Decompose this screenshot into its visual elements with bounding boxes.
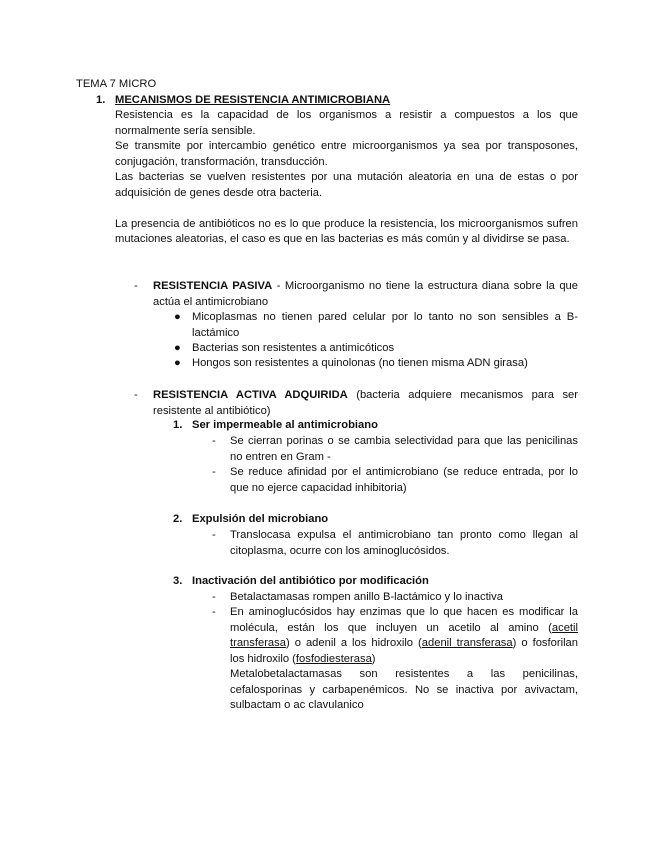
activa-dash: - <box>134 389 138 401</box>
fosfodiesterasa-term: fosfodiesterasa <box>295 652 372 665</box>
section1-para2: Se transmite por intercambio genético entre microorganismos ya sea por transposones, conjugación, transformación, transducción. <box>115 140 578 168</box>
pasiva-text: - Microorganismo no tiene la estructura diana sobre la que actúa el antimicrobiano <box>153 280 578 308</box>
sub1-item-2: Se reduce afinidad por el antimicrobiano (se reduce entrada, por lo que no ejerce capacidad inhibitoria) <box>230 466 578 494</box>
sub1-dash-1: - <box>212 435 216 447</box>
doc-title: TEMA 7 MICRO <box>76 78 157 90</box>
sub2-heading: Expulsión del microbiano <box>192 513 329 525</box>
section1-body <box>115 108 578 248</box>
activa-paragraph <box>153 388 578 419</box>
sub3-item-2-continuation: Metalobetalactamasas son resistentes a las penicilinas, cefalosporinas y carbapenémicos. No se inactiva por avivactam, sulbactam o ac clavulanico <box>230 668 578 711</box>
sub3-item-2-part-c: ) o fosforilan los hidroxilo ( <box>230 637 578 665</box>
pasiva-item-1: Micoplasmas no tienen pared celular por lo tanto no son sensibles a B-lactámico <box>192 311 578 339</box>
section1-para4: La presencia de antibióticos no es lo que produce la resistencia, los microorganismos sufren mutaciones aleatorias, el caso es que en las bacterias es más común y al dividirse se pasa. <box>115 217 578 245</box>
sub2-dash-1: - <box>212 529 216 541</box>
pasiva-item-3: Hongos son resistentes a quinolonas (no tienen misma ADN girasa) <box>192 357 528 369</box>
sub3-item-2-text <box>230 605 578 667</box>
sub2-item-1: Translocasa expulsa el antimicrobiano tan pronto como llegan al citoplasma, ocurre con los aminoglucósidos. <box>230 529 578 557</box>
activa-title: RESISTENCIA ACTIVA ADQUIRIDA <box>153 389 348 401</box>
adenil-transferasa-term: adenil transferasa <box>421 637 513 649</box>
section1-heading: MECANISMOS DE RESISTENCIA ANTIMICROBIANA <box>115 94 391 106</box>
pasiva-bullet-2-marker: ● <box>174 342 181 354</box>
pasiva-title: RESISTENCIA PASIVA <box>153 280 273 292</box>
pasiva-bullet-1-marker: ● <box>174 311 181 323</box>
pasiva-dash: - <box>134 280 138 292</box>
sub3-item-2 <box>230 605 578 714</box>
acetil-transferasa-term: acetil transferasa <box>230 621 578 649</box>
sub3-item-2-part-a: En aminoglucósidos hay enzimas que lo que hacen es modificar la molécula, están los que incluyen un acetilo al amino ( <box>230 606 578 634</box>
pasiva-paragraph <box>153 279 578 310</box>
sub3-heading: Inactivación del antibiótico por modificación <box>192 575 429 587</box>
sub2-number: 2. <box>173 513 183 525</box>
section1-para1: Resistencia es la capacidad de los organismos a resistir a compuestos a los que normalmente sería sensible. <box>115 109 578 137</box>
sub3-dash-1: - <box>212 591 216 603</box>
sub1-heading: Ser impermeable al antimicrobiano <box>192 419 378 431</box>
sub3-item-1: Betalactamasas rompen anillo B-lactámico y lo inactiva <box>230 591 503 603</box>
section1-number: 1. <box>96 94 106 106</box>
sub3-item-2-part-d: ) <box>371 652 376 665</box>
sub1-dash-2: - <box>212 466 216 478</box>
pasiva-bullet-3-marker: ● <box>174 357 181 369</box>
sub1-number: 1. <box>173 419 183 431</box>
sub3-dash-2: - <box>212 606 216 618</box>
activa-text: (bacteria adquiere mecanismos para ser resistente al antibiótico) <box>153 389 578 417</box>
sub3-number: 3. <box>173 575 183 587</box>
section1-para3: Las bacterias se vuelven resistentes por una mutación aleatoria en una de estas o por adquisición de genes desde otra bacteria. <box>115 171 578 199</box>
pasiva-item-2: Bacterias son resistentes a antimicóticos <box>192 342 395 354</box>
sub3-item-2-part-b: ) o adenil a los hidroxilo ( <box>285 637 422 649</box>
sub1-item-1: Se cierran porinas o se cambia selectividad para que las penicilinas no entren en Gram - <box>230 435 578 463</box>
